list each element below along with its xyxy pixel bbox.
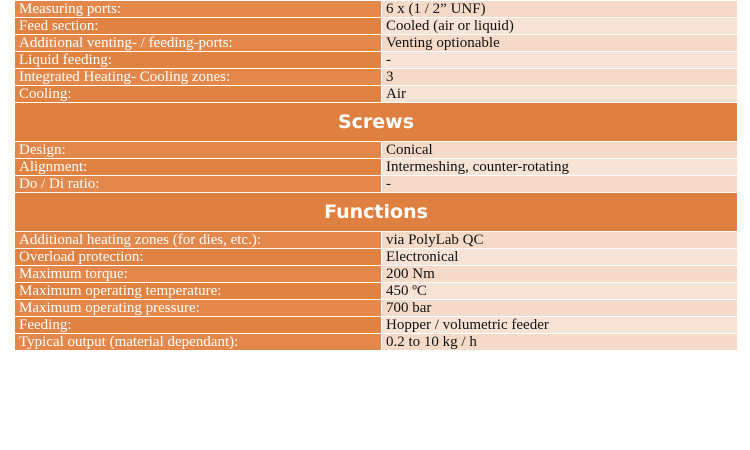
table-row	[15, 334, 738, 351]
spec-label: Liquid feeding:	[15, 52, 382, 69]
spec-value: Hopper / volumetric feeder	[382, 317, 738, 334]
table-row	[15, 69, 738, 86]
spec-value: -	[382, 176, 738, 193]
table-row	[15, 176, 738, 193]
spec-label: Measuring ports:	[15, 1, 382, 18]
spec-label: Maximum operating temperature:	[15, 283, 382, 300]
table-row	[15, 86, 738, 103]
spec-value: 700 bar	[382, 300, 738, 317]
table-row	[15, 317, 738, 334]
spec-value: Conical	[382, 142, 738, 159]
spec-value: 200 Nm	[382, 266, 738, 283]
spec-value: 450 ºC	[382, 283, 738, 300]
spec-value: Venting optionable	[382, 35, 738, 52]
table-row	[15, 1, 738, 18]
spec-label: Alignment:	[15, 159, 382, 176]
spec-value: -	[382, 52, 738, 69]
spec-label: Cooling:	[15, 86, 382, 103]
section-header-screws	[15, 103, 738, 142]
table-row	[15, 283, 738, 300]
table-row	[15, 249, 738, 266]
table-row	[15, 300, 738, 317]
spec-value: Intermeshing, counter-rotating	[382, 159, 738, 176]
spec-label: Feed section:	[15, 18, 382, 35]
section-title: Screws	[15, 103, 738, 142]
spec-label: Overload protection:	[15, 249, 382, 266]
spec-label: Additional heating zones (for dies, etc.):	[15, 232, 382, 249]
spec-label: Feeding:	[15, 317, 382, 334]
spec-label: Integrated Heating- Cooling zones:	[15, 69, 382, 86]
spec-value: Electronical	[382, 249, 738, 266]
section-header-functions	[15, 193, 738, 232]
spec-label: Design:	[15, 142, 382, 159]
spec-value: Air	[382, 86, 738, 103]
table-row	[15, 35, 738, 52]
spec-label: Typical output (material dependant):	[15, 334, 382, 351]
table-row	[15, 232, 738, 249]
spec-label: Do / Di ratio:	[15, 176, 382, 193]
specifications-table	[14, 0, 738, 351]
spec-label: Maximum operating pressure:	[15, 300, 382, 317]
table-row	[15, 18, 738, 35]
spec-value: 6 x (1 / 2” UNF)	[382, 1, 738, 18]
spec-value: via PolyLab QC	[382, 232, 738, 249]
table-row	[15, 159, 738, 176]
section-title: Functions	[15, 193, 738, 232]
table-row	[15, 142, 738, 159]
spec-label: Maximum torque:	[15, 266, 382, 283]
spec-value: 0.2 to 10 kg / h	[382, 334, 738, 351]
table-row	[15, 266, 738, 283]
table-row	[15, 52, 738, 69]
spec-value: 3	[382, 69, 738, 86]
spec-value: Cooled (air or liquid)	[382, 18, 738, 35]
spec-label: Additional venting- / feeding-ports:	[15, 35, 382, 52]
